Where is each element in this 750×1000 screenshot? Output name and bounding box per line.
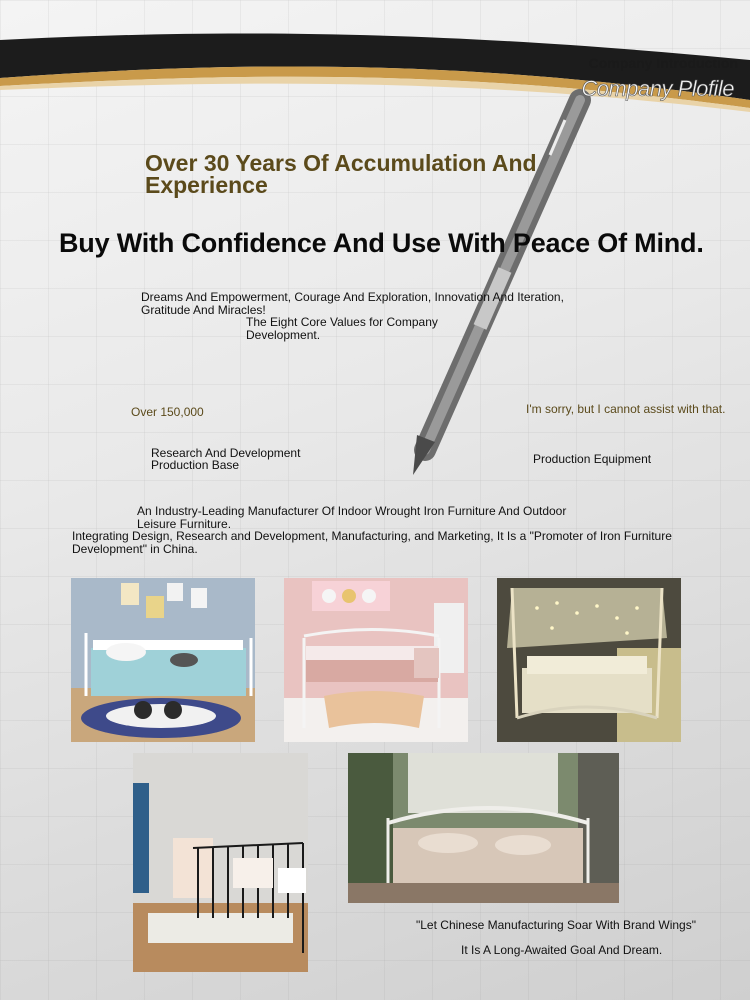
bedroom-photo-blue bbox=[71, 578, 255, 742]
stat-right-label: Production Equipment bbox=[533, 452, 652, 466]
quote-caption: It Is A Long-Awaited Goal And Dream. bbox=[461, 943, 663, 957]
stat-left-label: Research And Development Production Base bbox=[151, 446, 301, 472]
bedroom-photo-pink bbox=[284, 578, 468, 742]
stat-left-value: Over 150,000 bbox=[131, 405, 204, 419]
quote-text: "Let Chinese Manufacturing Soar With Brand Wings" bbox=[416, 918, 696, 932]
manufacturer-text: An Industry-Leading Manufacturer Of Indoor Wrought Iron Furniture And Outdoor Leisure Furniture. bbox=[137, 504, 567, 531]
slogan: Buy With Confidence And Use With Peace Of Mind. bbox=[59, 228, 704, 258]
core-values-caption: The Eight Core Values for Company Development. bbox=[246, 315, 438, 342]
section-subtitle-script: Company Plofile bbox=[581, 76, 734, 101]
core-values-text: Dreams And Empowerment, Courage And Exploration, Innovation And Iteration, Gratitude And Miracles! bbox=[141, 290, 564, 317]
pen-illustration bbox=[395, 80, 635, 480]
bedroom-photo-canopy bbox=[497, 578, 681, 742]
section-title: Company Introduction bbox=[588, 55, 738, 71]
bedroom-photo-vintage bbox=[348, 753, 619, 903]
stat-right-value: I'm sorry, but I cannot assist with that. bbox=[526, 402, 726, 416]
integration-text: Integrating Design, Research and Development, Manufacturing, and Marketing, It Is a "Promoter of Iron Furniture Development" in China. bbox=[72, 529, 672, 556]
headline: Over 30 Years Of Accumulation And Experience bbox=[145, 150, 537, 198]
daybed-photo-black bbox=[133, 753, 308, 972]
